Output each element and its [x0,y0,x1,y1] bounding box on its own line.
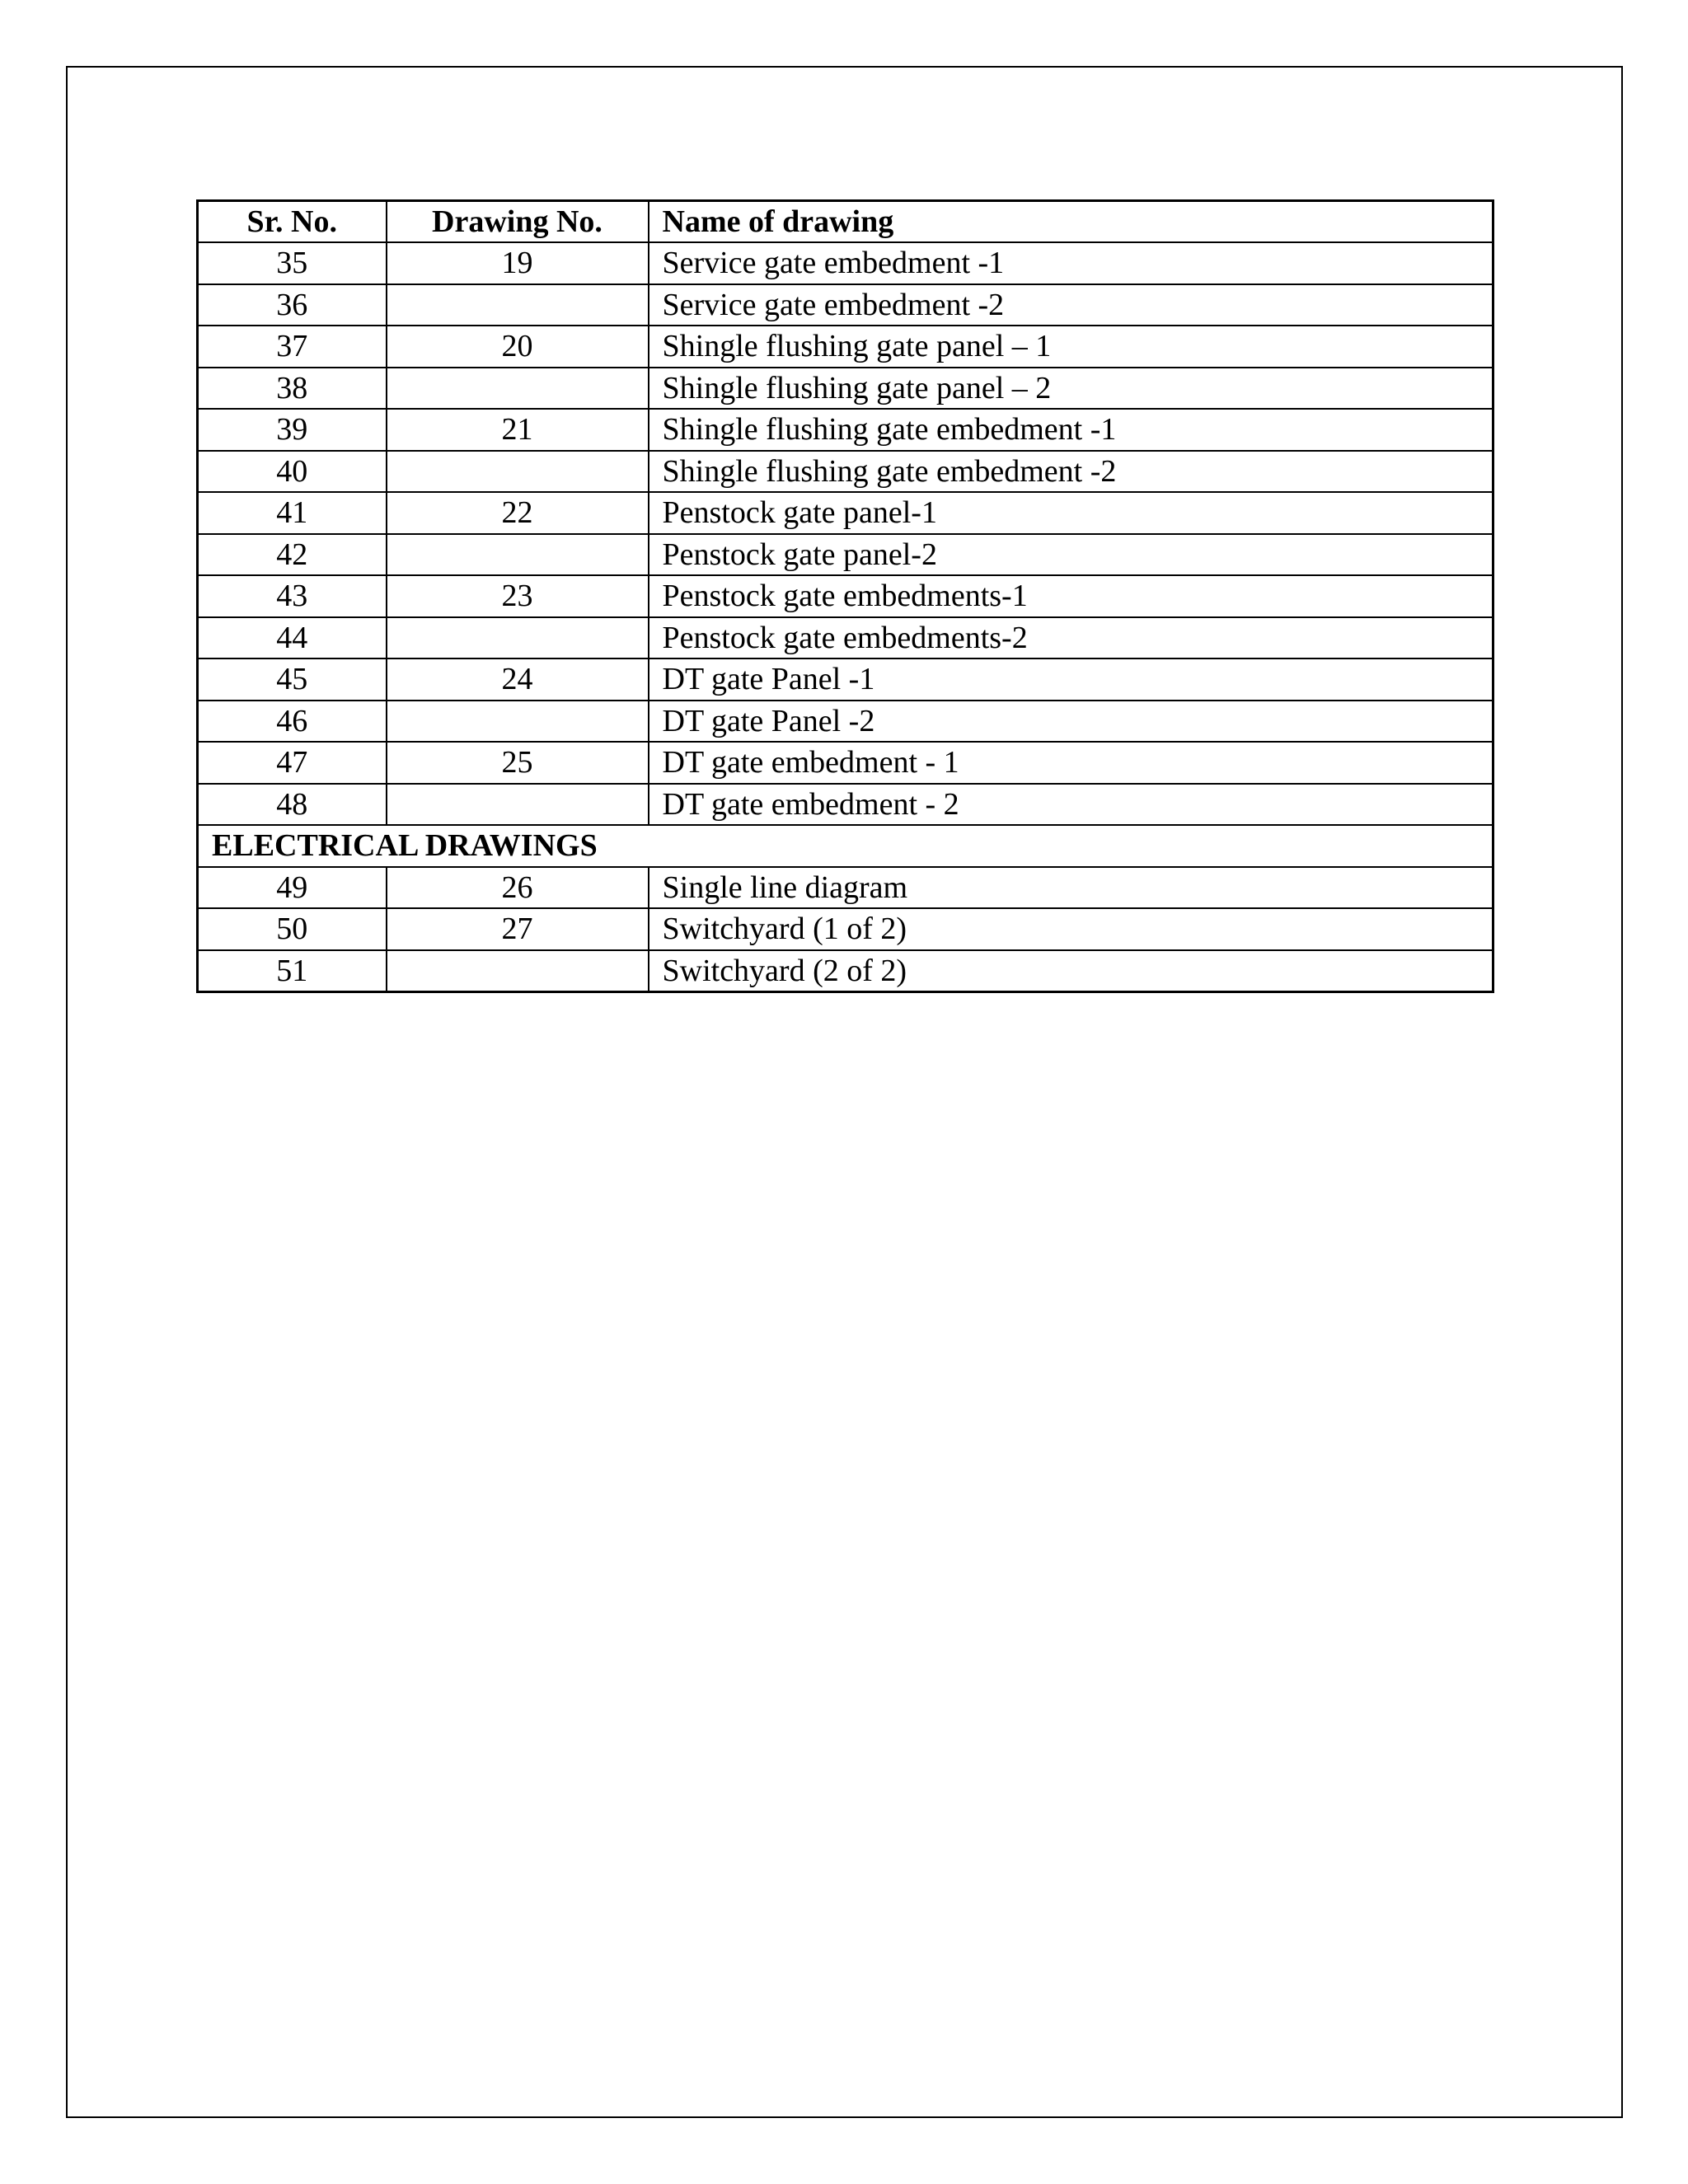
table-row [198,492,1493,534]
table-row [198,867,1493,909]
section-heading-electrical-drawings: ELECTRICAL DRAWINGS [198,825,1493,867]
drawing-no-cell: 27 [387,908,649,950]
table-row [198,409,1493,451]
drawing-name-cell: Shingle flushing gate embedment -1 [649,409,1493,451]
sr-no-cell: 45 [198,658,387,701]
drawing-no-cell [387,284,649,326]
sr-no-cell: 37 [198,326,387,368]
sr-no-cell: 36 [198,284,387,326]
drawing-no-cell: 22 [387,492,649,534]
drawing-no-cell [387,368,649,410]
sr-no-cell: 51 [198,950,387,992]
drawing-no-cell [387,534,649,576]
sr-no-cell: 42 [198,534,387,576]
drawing-no-cell [387,451,649,493]
table-row [198,617,1493,659]
table-row [198,575,1493,617]
sr-no-cell: 41 [198,492,387,534]
drawing-name-cell: Switchyard (2 of 2) [649,950,1493,992]
sr-no-cell: 46 [198,701,387,743]
drawing-no-cell: 26 [387,867,649,909]
table-row [198,658,1493,701]
sr-no-cell: 40 [198,451,387,493]
sr-no-cell: 43 [198,575,387,617]
drawing-name-cell: Shingle flushing gate panel – 1 [649,326,1493,368]
header-name-of-drawing: Name of drawing [649,201,1493,243]
table-row [198,908,1493,950]
table-row [198,701,1493,743]
drawing-no-cell [387,950,649,992]
drawing-name-cell: Shingle flushing gate panel – 2 [649,368,1493,410]
header-drawing-no: Drawing No. [387,201,649,243]
drawing-name-cell: DT gate embedment - 1 [649,742,1493,784]
sr-no-cell: 39 [198,409,387,451]
table-header-row [198,201,1493,243]
header-sr-no: Sr. No. [198,201,387,243]
table-row [198,950,1493,992]
table-row [198,368,1493,410]
table-row [198,784,1493,826]
drawing-no-cell: 19 [387,242,649,284]
sr-no-cell: 47 [198,742,387,784]
sr-no-cell: 44 [198,617,387,659]
drawing-no-cell: 20 [387,326,649,368]
drawing-no-cell: 21 [387,409,649,451]
drawing-no-cell: 24 [387,658,649,701]
sr-no-cell: 38 [198,368,387,410]
table-row [198,326,1493,368]
drawing-no-cell [387,784,649,826]
drawings-table [196,199,1494,993]
drawing-name-cell: Penstock gate panel-1 [649,492,1493,534]
drawing-name-cell: Service gate embedment -2 [649,284,1493,326]
drawing-no-cell: 25 [387,742,649,784]
table-row [198,284,1493,326]
table-row [198,534,1493,576]
drawing-name-cell: DT gate Panel -1 [649,658,1493,701]
table-row [198,242,1493,284]
drawing-name-cell: DT gate embedment - 2 [649,784,1493,826]
drawing-name-cell: Single line diagram [649,867,1493,909]
drawing-name-cell: Switchyard (1 of 2) [649,908,1493,950]
sr-no-cell: 48 [198,784,387,826]
drawing-name-cell: DT gate Panel -2 [649,701,1493,743]
table-row [198,742,1493,784]
section-heading-row [198,825,1493,867]
drawing-name-cell: Service gate embedment -1 [649,242,1493,284]
drawing-no-cell [387,617,649,659]
sr-no-cell: 35 [198,242,387,284]
drawing-name-cell: Shingle flushing gate embedment -2 [649,451,1493,493]
drawing-name-cell: Penstock gate embedments-2 [649,617,1493,659]
drawing-no-cell [387,701,649,743]
drawing-name-cell: Penstock gate embedments-1 [649,575,1493,617]
table-row [198,451,1493,493]
drawing-no-cell: 23 [387,575,649,617]
sr-no-cell: 49 [198,867,387,909]
sr-no-cell: 50 [198,908,387,950]
drawing-name-cell: Penstock gate panel-2 [649,534,1493,576]
